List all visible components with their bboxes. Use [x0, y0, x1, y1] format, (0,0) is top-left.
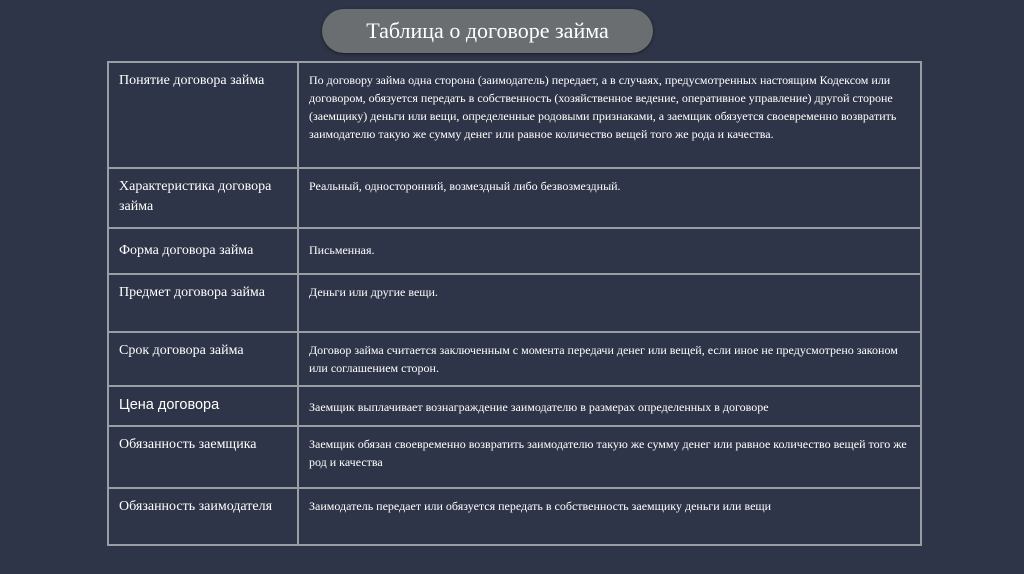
row-label: Понятие договора займа: [108, 62, 298, 168]
row-label: Цена договора: [108, 386, 298, 426]
row-value: Заемщик выплачивает вознаграждение заимодателю в размерах определенных в договоре: [298, 386, 921, 426]
row-value: Письменная.: [298, 228, 921, 274]
row-value: Реальный, односторонний, возмездный либо безвозмездный.: [298, 168, 921, 228]
table-row: [108, 426, 921, 488]
table-row: [108, 228, 921, 274]
table-row: [108, 386, 921, 426]
row-value: Договор займа считается заключенным с момента передачи денег или вещей, если иное не предусмотрено законом или соглашением сторон.: [298, 332, 921, 386]
row-value: Заемщик обязан своевременно возвратить заимодателю такую же сумму денег или равное количество вещей того же род и качества: [298, 426, 921, 488]
page-title: Таблица о договоре займа: [322, 9, 653, 53]
table-row: [108, 488, 921, 545]
row-label: Характеристика договора займа: [108, 168, 298, 228]
table-row: [108, 168, 921, 228]
row-label: Обязанность заемщика: [108, 426, 298, 488]
row-value: Деньги или другие вещи.: [298, 274, 921, 332]
row-value: По договору займа одна сторона (заимодатель) передает, а в случаях, предусмотренных настоящим Кодексом или договором, обязуется передать в собственность (хозяйственное ведение, оперативное управление) другой стороне (заемщику) деньги или вещи, определенные родовыми признаками, а заемщик обязуется своевременно возвратить заимодателю такую же сумму денег или равное количество вещей того же рода и качества.: [298, 62, 921, 168]
row-label: Форма договора займа: [108, 228, 298, 274]
row-label: Предмет договора займа: [108, 274, 298, 332]
table-row: [108, 62, 921, 168]
table-row: [108, 332, 921, 386]
table-row: [108, 274, 921, 332]
row-label: Срок договора займа: [108, 332, 298, 386]
row-value: Заимодатель передает или обязуется передать в собственность заемщику деньги или вещи: [298, 488, 921, 545]
contract-table: [107, 61, 922, 546]
row-label: Обязанность заимодателя: [108, 488, 298, 545]
